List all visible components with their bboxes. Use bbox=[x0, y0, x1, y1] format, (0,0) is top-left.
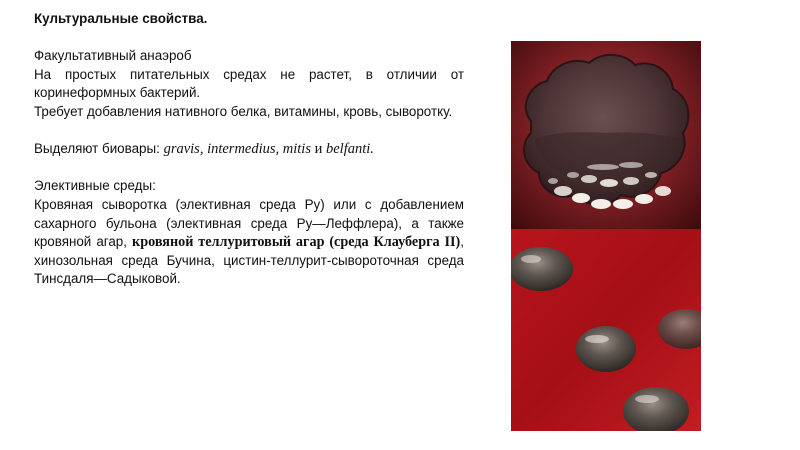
paragraph-anaerobe: Факультативный анаэроб bbox=[34, 48, 192, 64]
elective-text-b: , хинозольная среда Бучина, цистин-теллурит-сывороточная среда Тинсдаля—Садыковой. bbox=[34, 234, 464, 287]
paragraph-elective-media bbox=[34, 196, 464, 289]
colony-photo bbox=[511, 41, 701, 229]
paragraph-growth: На простых питательных средах не растет, в отличии от коринеформных бактерий. bbox=[34, 66, 464, 101]
slide-title: Культуральные свойства. bbox=[34, 11, 208, 26]
biovar-mitis: mitis bbox=[282, 141, 311, 158]
text-content bbox=[34, 10, 464, 289]
biovar-gravis: gravis, bbox=[163, 141, 204, 158]
elective-heading: Элективные среды: bbox=[34, 178, 156, 194]
paragraph-requirements: Требует добавления нативного белка, витамины, кровь, сыворотку. bbox=[34, 103, 453, 119]
biovar-belfanti: belfanti. bbox=[326, 141, 374, 158]
biovars-and: и bbox=[314, 141, 323, 158]
paragraph-biovars bbox=[34, 140, 464, 159]
elective-text-a: Кровяная сыворотка (элективная среда Ру) или с добавлением сахарного бульона (элективная среда Ру—Леффлера), а также кровяной агар, bbox=[34, 196, 464, 250]
elective-bold-text: кровяной теллуритовый агар (среда Клауберга II) bbox=[132, 234, 461, 251]
biovars-prefix: Выделяют биовары: bbox=[34, 141, 164, 157]
biovar-intermedius: intermedius, bbox=[207, 141, 280, 158]
tellurite-agar-photo bbox=[511, 229, 701, 431]
